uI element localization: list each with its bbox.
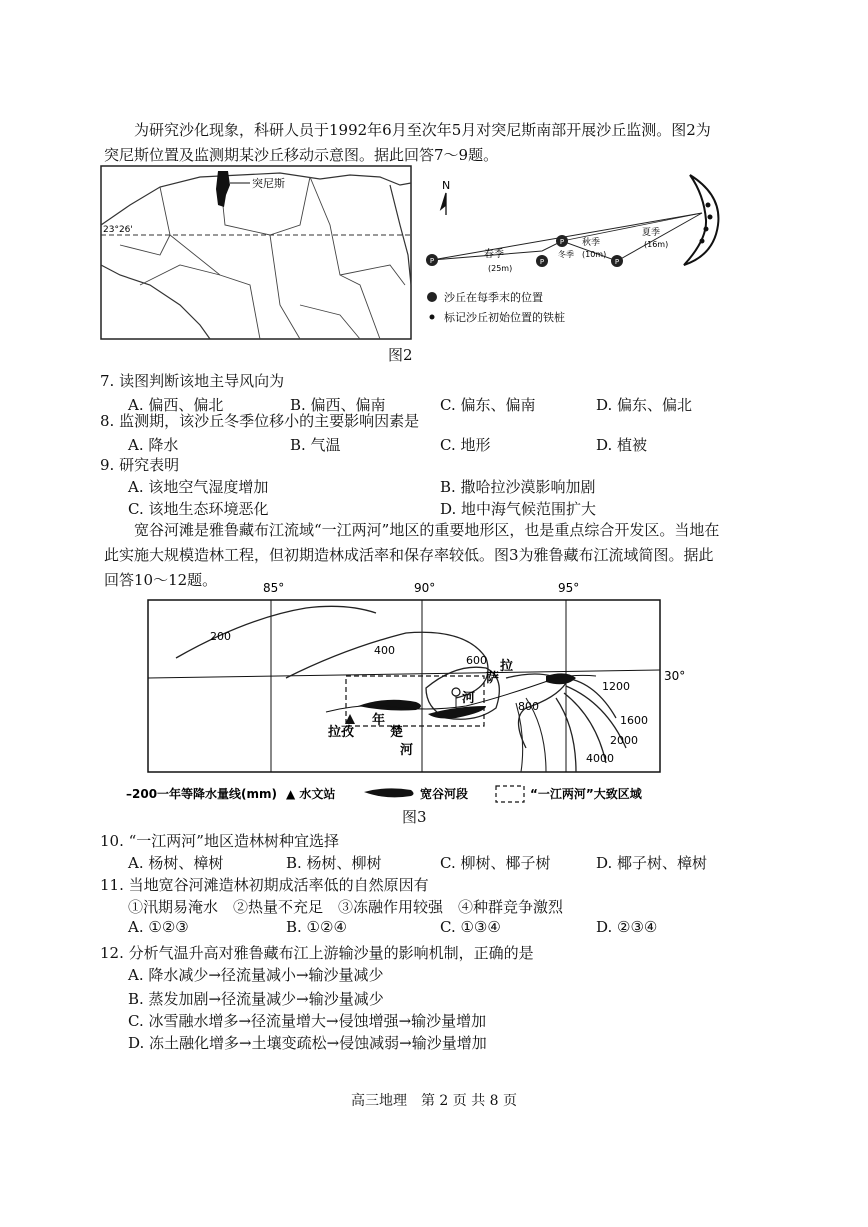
position-marker [536,255,548,267]
question-8-stem: 8. 监测期，该沙丘冬季位移小的主要影响因素是 [100,412,420,430]
longitude-label: 90° [414,581,436,595]
question-7-option-c: C. 偏东、偏南 [440,396,536,414]
question-10-stem: 10. “一江两河”地区造林树种宜选择 [100,832,339,850]
north-arrow-icon [441,193,446,215]
place-label: 楚 [390,725,404,740]
question-12-stem: 12. 分析气温升高对雅鲁藏布江上游输沙量的影响机制，正确的是 [100,944,534,962]
question-11-items: ①汛期易淹水 ②热量不充足 ③冻融作用较强 ④种群竞争激烈 [128,898,564,916]
tropic-label: 23°26' [103,225,133,235]
isoline-label: 2000 [610,734,638,747]
question-8-option-b: B. 气温 [290,436,341,454]
season-label: 春季 [484,249,504,260]
isoline-label: 1200 [602,680,630,693]
question-9-option-a: A. 该地空气湿度增加 [128,478,269,496]
intro-paragraph-2: 宽谷河滩是雅鲁藏布江流域“一江两河”地区的重要地形区，也是重点综合开发区。当地在此实施大规模造林工程，但初期造林成活率和保存率较低。图3为雅鲁藏布江流域简图。据此回答10～12题。 [104,521,720,589]
question-10-option-a: A. 杨树、樟树 [128,854,224,872]
dune-movement-diagram [422,165,742,340]
question-11-stem: 11. 当地宽谷河滩造林初期成活率低的自然原因有 [100,876,429,894]
question-7-option-b: B. 偏西、偏南 [290,396,386,414]
season-label: 冬季 [558,250,574,259]
tunisia-label: 突尼斯 [252,177,285,190]
isoline-label: 600 [466,654,487,667]
season-distance: (16m) [644,240,669,249]
svg-text:P: P [559,238,565,246]
question-10-option-b: B. 杨树、柳树 [286,854,382,872]
figure-2-caption: 图2 [388,346,413,364]
question-12-option-c: C. 冰雪融水增多→径流量增大→侵蚀增强→输沙量增加 [128,1012,487,1030]
legend-stake-text: 标记沙丘初始位置的铁桩 [444,311,565,324]
question-9-option-c: C. 该地生态环境恶化 [128,500,269,518]
longitude-label: 85° [263,581,285,595]
place-label: 拉 [500,659,514,674]
legend-position-icon [427,292,437,302]
season-label: 夏季 [642,228,661,238]
latitude-label: 30° [664,669,686,683]
yarlung-tsangpo-map [126,578,696,808]
season-label: 秋季 [582,238,601,248]
position-marker [426,254,438,266]
place-label: 年 [372,713,386,728]
question-7-option-d: D. 偏东、偏北 [596,396,693,414]
question-10-option-d: D. 椰子树、樟树 [596,854,708,872]
intro-paragraph-1: 为研究沙化现象，科研人员于1992年6月至次年5月对突尼斯南部开展沙丘监测。图2为突尼斯位置及监测期某沙丘移动示意图。据此回答7～9题。 [104,121,711,164]
question-10-option-c: C. 柳树、椰子树 [440,854,551,872]
longitude-label: 95° [558,581,580,595]
place-label: 拉孜 [328,725,355,740]
figure-3-caption: 图3 [402,808,427,826]
page-footer: 高三地理 第 2 页 共 8 页 [350,1093,518,1109]
isoline-label: 200 [210,630,231,643]
place-label: 萨 [486,671,500,686]
question-9-option-b: B. 撒哈拉沙漠影响加剧 [440,478,596,496]
question-8-option-a: A. 降水 [128,436,179,454]
legend-position-text: 沙丘在每季末的位置 [444,291,543,304]
question-11-option-a: A. ①②③ [128,918,189,936]
legend-isoline-text: –200一年等降水量线(mm) [126,787,278,801]
legend-region-icon [496,786,524,802]
question-12-option-d: D. 冻土融化增多→土壤变疏松→侵蚀减弱→输沙量增加 [128,1034,487,1052]
north-label: N [442,179,451,192]
question-8-option-c: C. 地形 [440,436,491,454]
svg-text:P: P [614,258,620,266]
svg-text:P: P [539,258,545,266]
africa-map [100,165,412,340]
legend-region-text: “一江两河”大致区域 [530,787,642,801]
question-8-option-d: D. 植被 [596,436,648,454]
season-distance: (10m) [582,250,607,259]
legend-stake-icon [430,315,435,320]
question-7-stem: 7. 读图判断该地主导风向为 [100,372,285,390]
question-12-option-b: B. 蒸发加剧→径流量减少→输沙量减少 [128,990,384,1008]
place-label: 河 [462,691,476,706]
isoline-label: 800 [518,700,539,713]
svg-text:P: P [429,257,435,265]
legend-station-text: ▲ 水文站 [286,787,336,801]
question-7-option-a: A. 偏西、偏北 [128,396,224,414]
isoline-label: 400 [374,644,395,657]
legend-valley-icon [364,788,414,797]
position-marker [556,235,568,247]
place-label: 河 [400,743,414,758]
question-11-option-c: C. ①③④ [440,918,501,936]
isoline-label: 4000 [586,752,614,765]
question-11-option-d: D. ②③④ [596,918,658,936]
question-9-option-d: D. 地中海气候范围扩大 [440,500,597,518]
legend-valley-text: 宽谷河段 [420,787,469,801]
question-9-stem: 9. 研究表明 [100,456,180,474]
question-11-option-b: B. ①②④ [286,918,347,936]
question-12-option-a: A. 降水减少→径流量减小→输沙量减少 [128,966,384,984]
isoline-label: 1600 [620,714,648,727]
season-distance: (25m) [488,264,513,273]
position-marker [611,255,623,267]
